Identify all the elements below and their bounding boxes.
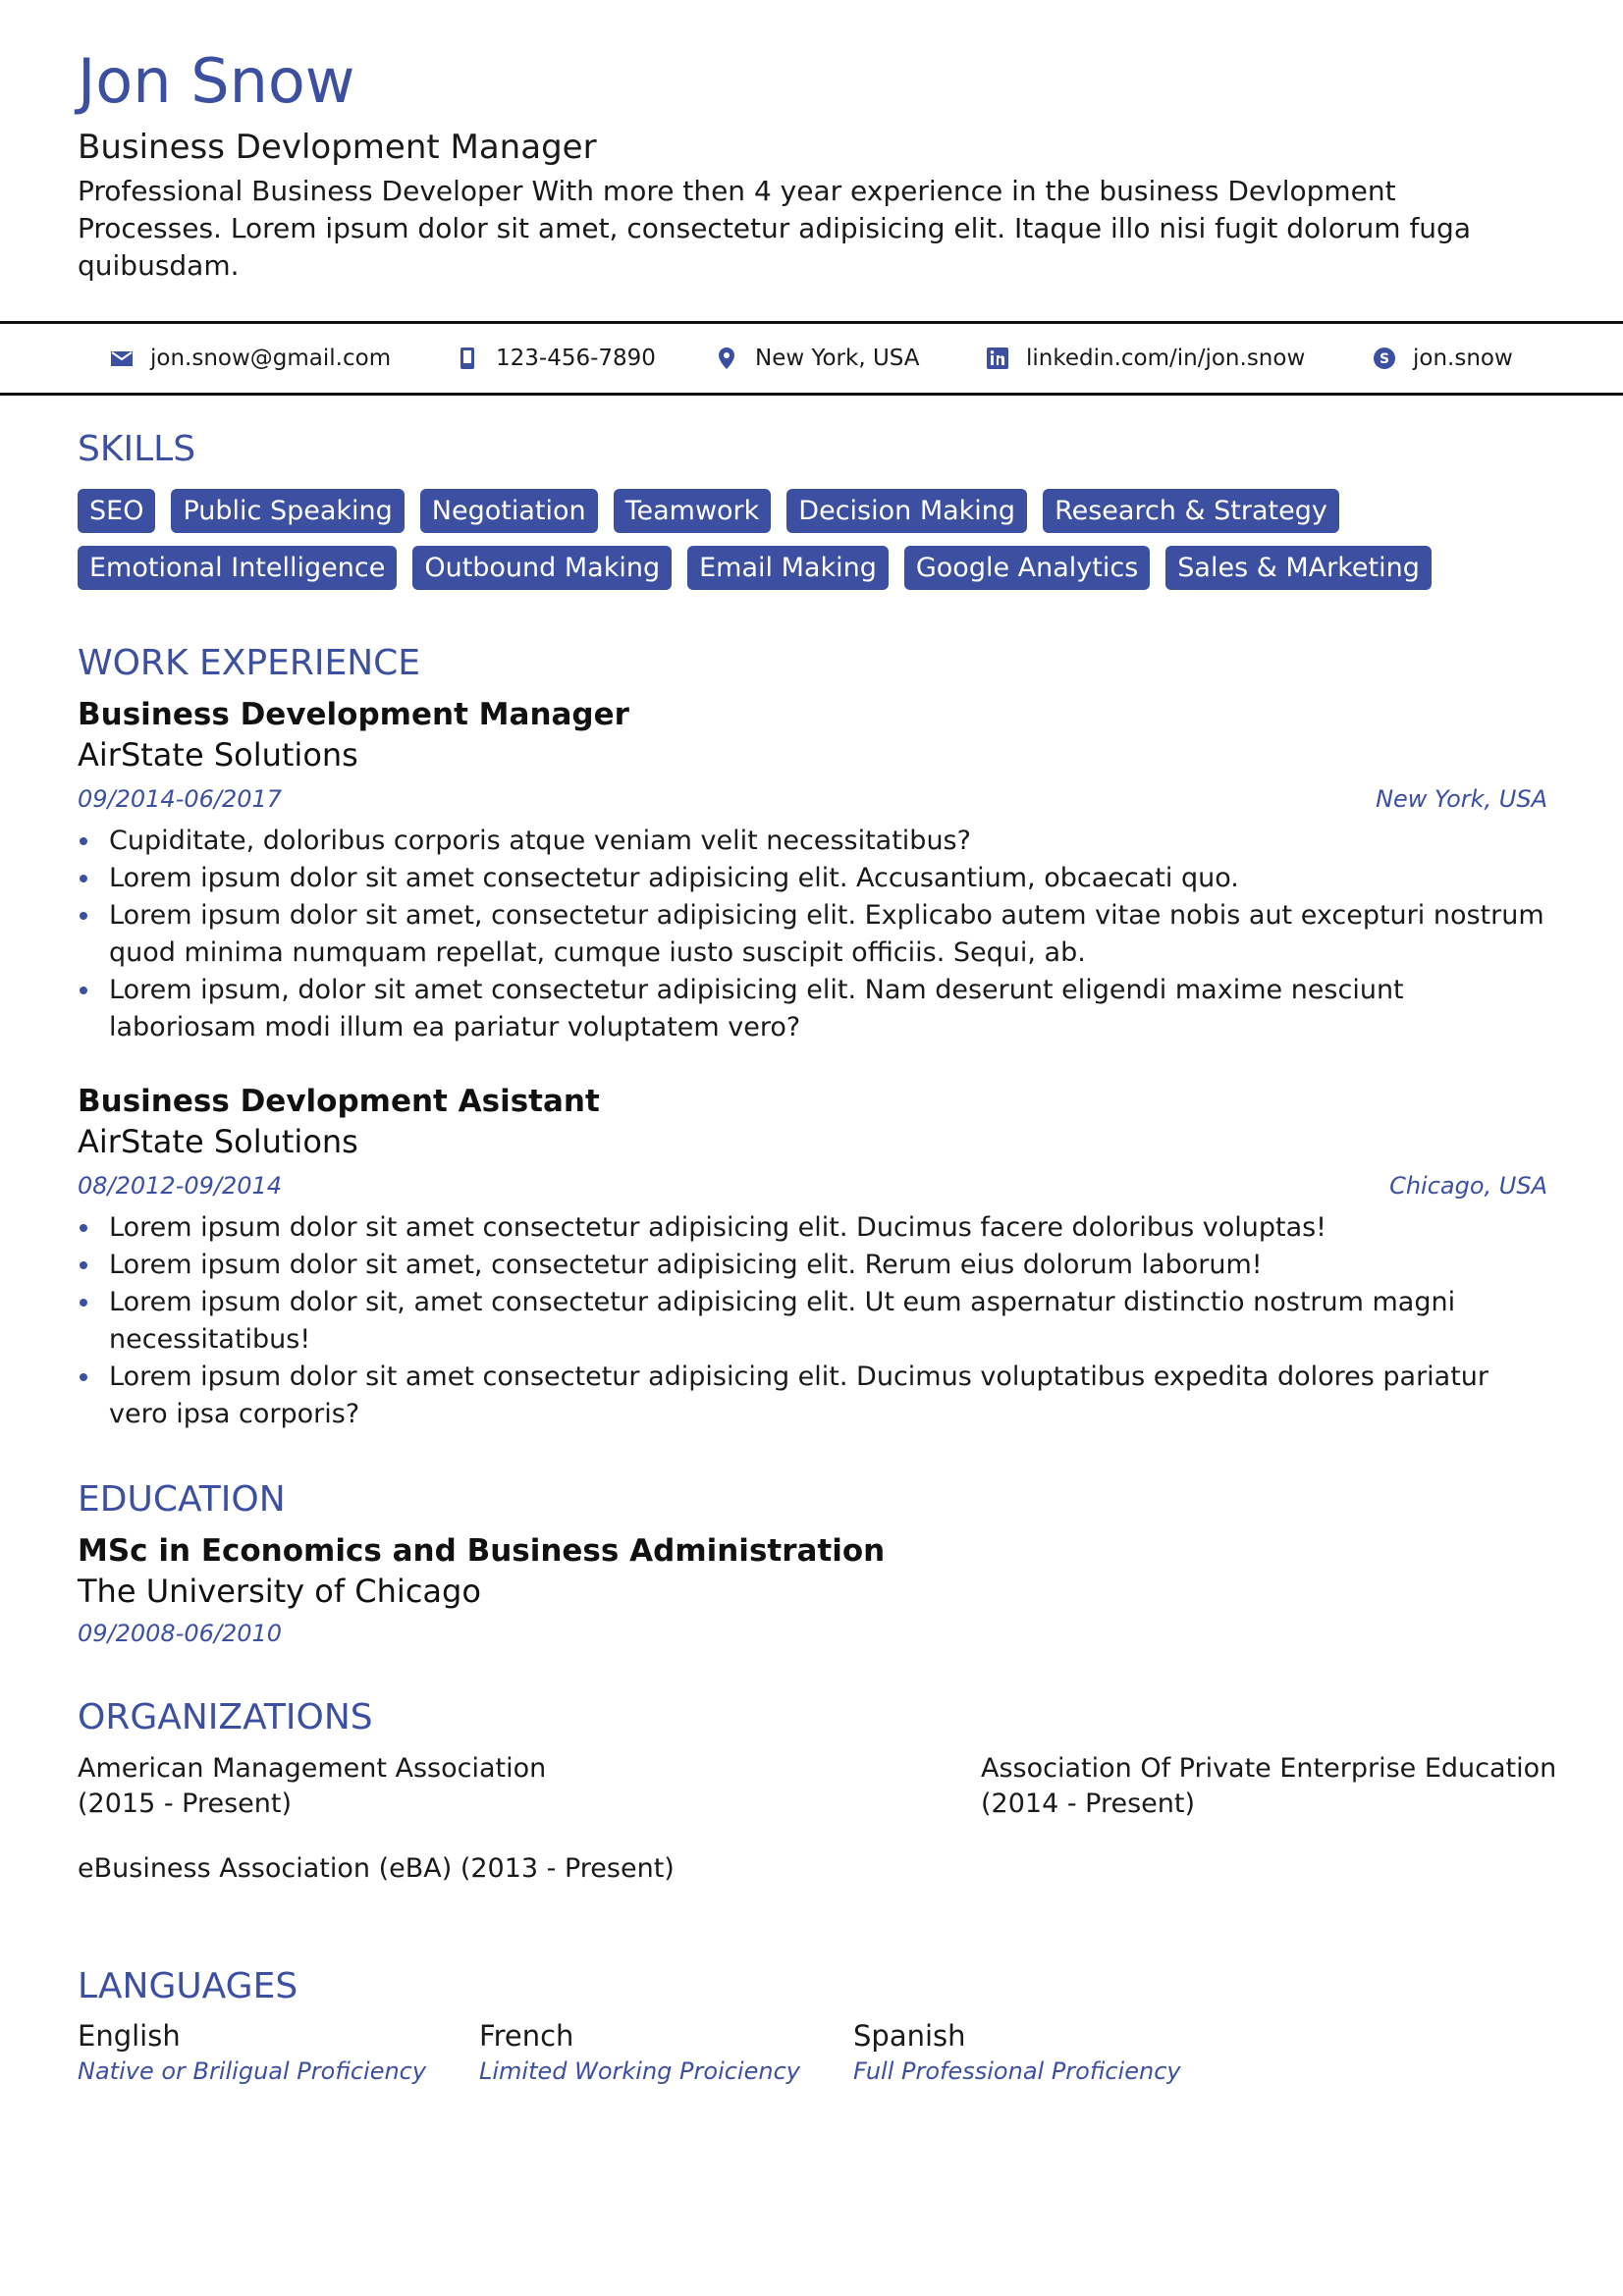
contact-location-text: New York, USA	[755, 346, 920, 371]
skill-tag: SEO	[78, 489, 155, 533]
contact-bar	[0, 321, 1623, 396]
job-company: AirState Solutions	[78, 1123, 358, 1160]
job-location: New York, USA	[1376, 785, 1547, 813]
svg-text:S: S	[1379, 351, 1390, 367]
skill-tag: Research & Strategy	[1043, 489, 1339, 533]
contact-phone[interactable]	[456, 324, 656, 393]
job-bullet: Lorem ipsum dolor sit amet consectetur adipisicing elit. Ducimus facere doloribus voluptas!	[78, 1209, 1547, 1247]
organization-period: (2014 - Present)	[981, 1789, 1195, 1819]
skill-tag: Teamwork	[614, 489, 772, 533]
job-title: Business Devlopment Asistant	[78, 1084, 600, 1119]
job-location: Chicago, USA	[1389, 1172, 1547, 1200]
organization-item	[78, 1851, 675, 1887]
job-bullet: Lorem ipsum dolor sit amet consectetur adipisicing elit. Accusantium, obcaecati quo.	[78, 860, 1547, 897]
linkedin-icon	[986, 347, 1009, 370]
language-name: French	[479, 2019, 574, 2053]
skill-tag: Negotiation	[420, 489, 598, 533]
education-dates: 09/2008-06/2010	[78, 1620, 283, 1647]
phone-icon	[456, 347, 479, 370]
job-bullet: Cupiditate, doloribus corporis atque veniam velit necessitatibus?	[78, 823, 1547, 860]
resume-name: Jon Snow	[78, 45, 355, 117]
skill-tag: Email Making	[687, 546, 889, 590]
job-bullet: Lorem ipsum dolor sit, amet consectetur adipisicing elit. Ut eum aspernatur distinctio nostrum magni necessitatibus!	[78, 1284, 1547, 1359]
languages-title: LANGUAGES	[78, 1966, 298, 2006]
contact-linkedin-text: linkedin.com/in/jon.snow	[1026, 346, 1306, 371]
organization-item	[981, 1751, 1556, 1822]
language-level: Native or Briligual Proficiency	[78, 2057, 427, 2085]
job-company: AirState Solutions	[78, 736, 358, 774]
organization-period: (2015 - Present)	[78, 1789, 292, 1819]
language-level: Limited Working Proiciency	[479, 2057, 800, 2085]
contact-email-text: jon.snow@gmail.com	[150, 346, 392, 371]
job-dates: 09/2014-06/2017	[78, 785, 283, 813]
job-bullets	[78, 823, 1547, 1046]
contact-location	[715, 324, 920, 393]
organization-name: Association Of Private Enterprise Education	[981, 1753, 1557, 1784]
job-dates: 08/2012-09/2014	[78, 1172, 283, 1200]
contact-linkedin[interactable]	[986, 324, 1305, 393]
skill-tag: Outbound Making	[412, 546, 672, 590]
education-degree: MSc in Economics and Business Administration	[78, 1533, 886, 1569]
job-bullet: Lorem ipsum dolor sit amet consectetur adipisicing elit. Ducimus voluptatibus expedita dolores pariatur vero ipsa corporis?	[78, 1359, 1547, 1433]
skill-tag: Sales & MArketing	[1165, 546, 1432, 590]
skill-tag: Google Analytics	[904, 546, 1150, 590]
language-level: Full Professional Proficiency	[853, 2057, 1181, 2085]
contact-email[interactable]	[110, 324, 391, 393]
job-bullet: Lorem ipsum dolor sit amet, consectetur adipisicing elit. Explicabo autem vitae nobis aut excepturi nostrum quod minima numquam repellat, cumque iusto suscipit officiis. Sequi, ab.	[78, 897, 1547, 972]
work-title: WORK EXPERIENCE	[78, 643, 421, 683]
organization-name: American Management Association	[78, 1753, 547, 1784]
skill-tag: Emotional Intelligence	[78, 546, 397, 590]
resume-summary: Professional Business Developer With more then 4 year experience in the business Devlopment Processes. Lorem ipsum dolor sit amet, consectetur adipisicing elit. Itaque illo nisi fugit dolorum fuga quibusdam.	[78, 175, 1471, 282]
skills-row-1	[78, 489, 1355, 533]
email-icon	[110, 347, 134, 370]
organization-name: eBusiness Association (eBA) (2013 - Present)	[78, 1853, 675, 1884]
job-bullets	[78, 1209, 1547, 1433]
skills-row-2	[78, 546, 1447, 590]
contact-skype[interactable]	[1373, 324, 1513, 393]
education-title: EDUCATION	[78, 1479, 286, 1520]
contact-skype-text: jon.snow	[1413, 346, 1513, 371]
language-name: Spanish	[853, 2019, 966, 2053]
resume-role: Business Devlopment Manager	[78, 128, 597, 167]
skill-tag: Public Speaking	[171, 489, 404, 533]
skills-title: SKILLS	[78, 429, 196, 469]
job-bullet: Lorem ipsum, dolor sit amet consectetur adipisicing elit. Nam deserunt eligendi maxime nesciunt laboriosam modi illum ea pariatur voluptatem vero?	[78, 972, 1547, 1046]
job-title: Business Development Manager	[78, 697, 629, 732]
organizations-title: ORGANIZATIONS	[78, 1697, 373, 1737]
skype-icon	[1373, 347, 1396, 370]
organization-item	[78, 1751, 546, 1822]
location-icon	[715, 347, 738, 370]
contact-phone-text: 123-456-7890	[496, 346, 656, 371]
skill-tag: Decision Making	[786, 489, 1027, 533]
education-school: The University of Chicago	[78, 1573, 481, 1610]
job-bullet: Lorem ipsum dolor sit amet, consectetur adipisicing elit. Rerum eius dolorum laborum!	[78, 1247, 1547, 1284]
language-name: English	[78, 2019, 181, 2053]
